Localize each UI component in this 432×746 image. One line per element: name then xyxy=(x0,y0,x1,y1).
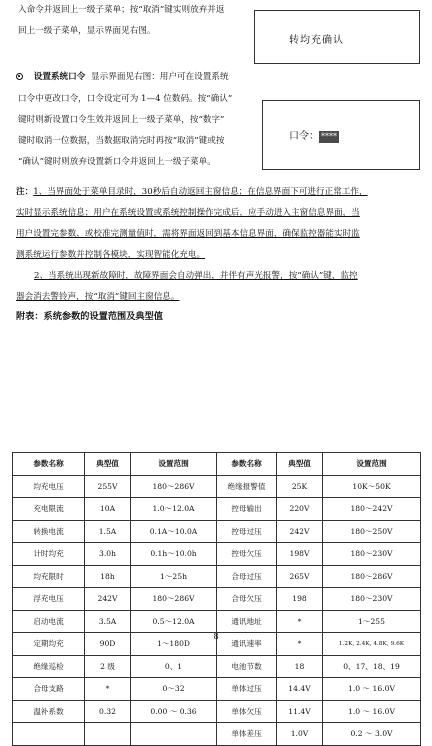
table-cell: 3.5A xyxy=(85,610,131,633)
table-cell: 计时均充 xyxy=(13,543,85,566)
table-cell: 25K xyxy=(277,475,323,498)
confirm-screen-text: 转均充确认 xyxy=(289,35,344,46)
note-1-line-3: 用户设置完参数、或校准完测量值时，需将界面返回到基本信息界面，确保监控器能实时监 xyxy=(16,229,360,239)
table-row xyxy=(13,723,421,746)
note-label: 注： xyxy=(16,187,34,197)
table-cell: 定期均充 xyxy=(13,633,85,656)
table-cell: 均充限时 xyxy=(13,565,85,588)
table-cell: * xyxy=(277,610,323,633)
table-cell: 单体过压 xyxy=(217,678,277,701)
table-cell: 180～286V xyxy=(131,475,217,498)
table-row xyxy=(13,610,421,633)
confirm-screen-box xyxy=(254,10,420,64)
table-cell: 通讯地址 xyxy=(217,610,277,633)
section2-title: 设置系统口令 xyxy=(33,72,86,82)
table-cell: 3.0h xyxy=(85,543,131,566)
table-cell: 启动电流 xyxy=(13,610,85,633)
table-cell: 转换电流 xyxy=(13,520,85,543)
table-cell: 14.4V xyxy=(277,678,323,701)
table-header: 典型值 xyxy=(85,453,131,476)
table-cell: 0.32 xyxy=(85,700,131,723)
note-1-line-1-text: 1、当界面处于菜单目录时，30秒后自动返回主窗信息；在信息界面下可进行正常工作， xyxy=(33,187,368,197)
appendix-title: 附表：系统参数的设置范围及典型值 xyxy=(16,311,163,322)
password-screen-box xyxy=(262,100,420,170)
table-cell: 242V xyxy=(85,588,131,611)
table-cell: 220V xyxy=(277,498,323,521)
table-row xyxy=(13,565,421,588)
note-1-line-1 xyxy=(16,182,368,203)
table-cell: 0.2 ～ 3.0V xyxy=(323,723,421,746)
table-cell: 0、17、18、19 xyxy=(323,655,421,678)
table-cell: 通讯速率 xyxy=(217,633,277,656)
table-cell: 1.5A xyxy=(85,520,131,543)
page-number: 8 xyxy=(213,632,219,641)
table-cell: 242V xyxy=(277,520,323,543)
table-cell: 180～230V xyxy=(323,543,421,566)
table-cell: 0、1 xyxy=(131,655,217,678)
table-cell: 90D xyxy=(85,633,131,656)
table-cell: 电池节数 xyxy=(217,655,277,678)
table-header-row xyxy=(13,453,421,476)
table-cell: 控母过压 xyxy=(217,520,277,543)
table-cell: 180～286V xyxy=(131,588,217,611)
table-cell: 浮充电压 xyxy=(13,588,85,611)
table-cell: 11.4V xyxy=(277,700,323,723)
table-cell: 0.1A～10.0A xyxy=(131,520,217,543)
table-cell: 180～242V xyxy=(323,498,421,521)
table-header: 典型值 xyxy=(277,453,323,476)
intro-line-2: 回上一级子菜单，显示界面见右图。 xyxy=(18,26,156,36)
table-cell xyxy=(85,723,131,746)
table-row xyxy=(13,655,421,678)
password-mask: **** xyxy=(321,131,337,141)
note-1-line-2: 实时显示系统信息；用户在系统设置或系统控制操作完成后，应手动进入主窗信息界面，当 xyxy=(16,208,360,218)
table-cell: 10K～50K xyxy=(323,475,421,498)
table-cell: 18h xyxy=(85,565,131,588)
table-cell: 180～250V xyxy=(323,520,421,543)
section2-line-4: 键时取消一位数据，当数据取消完时再按“取消”键或按 xyxy=(18,136,225,146)
table-row xyxy=(13,520,421,543)
intro-line-1: 入命令并返回上一级子菜单；按“取消”键实则放弃并返 xyxy=(18,5,225,15)
table-cell: 1～255 xyxy=(323,610,421,633)
section2-line-1 xyxy=(16,67,229,88)
table-cell: 合母支路 xyxy=(13,678,85,701)
table-cell: 2 级 xyxy=(85,655,131,678)
table-cell: 充电限流 xyxy=(13,498,85,521)
table-header: 参数名称 xyxy=(217,453,277,476)
table-cell: 合母过压 xyxy=(217,565,277,588)
note-2-line-1: 2、当系统出现新故障时，故障界面会自动弹出，并伴有声光报警，按“确认”键，监控 xyxy=(34,271,358,281)
section2-line-1-text: 显示界面见右图：用户可在设置系统 xyxy=(91,72,229,82)
table-cell: 单体欠压 xyxy=(217,700,277,723)
table-header: 参数名称 xyxy=(13,453,85,476)
table-cell: 1～180D xyxy=(131,633,217,656)
password-screen-content xyxy=(289,127,339,143)
table-cell: 1.0 ～ 16.0V xyxy=(323,678,421,701)
table-cell: 控母欠压 xyxy=(217,543,277,566)
section2-line-2: 口令中更改口令，口令设定可为 1—4 位数码。按“确认” xyxy=(18,94,233,104)
table-cell: 18 xyxy=(277,655,323,678)
table-row xyxy=(13,700,421,723)
table-cell: 255V xyxy=(85,475,131,498)
table-cell: 均充电压 xyxy=(13,475,85,498)
table-cell: 1.0～12.0A xyxy=(131,498,217,521)
table-header: 设置范围 xyxy=(131,453,217,476)
note-2-line-2: 器会消去警铃声，按“取消”键回主窗信息。 xyxy=(16,292,180,302)
table-cell: 1～25h xyxy=(131,565,217,588)
table-cell: 0.5～12.0A xyxy=(131,610,217,633)
table-cell: 1.0 ～ 16.0V xyxy=(323,700,421,723)
note-1-line-4: 测系统运行参数并控制各模块，实现智能化充电。 xyxy=(16,250,206,260)
table-cell: 198 xyxy=(277,588,323,611)
table-row xyxy=(13,475,421,498)
section2-line-5: “确认”键时则放弃设置新口令并返回上一级子菜单。 xyxy=(18,157,216,167)
table-row xyxy=(13,498,421,521)
table-cell: 合母欠压 xyxy=(217,588,277,611)
password-label: 口令： xyxy=(289,131,319,142)
table-cell xyxy=(13,723,85,746)
table-cell: 绝缘报警值 xyxy=(217,475,277,498)
table-cell: 温补系数 xyxy=(13,700,85,723)
table-cell: 198V xyxy=(277,543,323,566)
bullet-icon xyxy=(16,73,23,80)
table-cell: * xyxy=(277,633,323,656)
table-cell: 0.1h～10.0h xyxy=(131,543,217,566)
table-cell: 180～286V xyxy=(323,565,421,588)
table-cell: * xyxy=(85,678,131,701)
table-cell: 1.0V xyxy=(277,723,323,746)
table-cell: 0.00 ～ 0.36 xyxy=(131,700,217,723)
table-cell: 180～230V xyxy=(323,588,421,611)
table-header: 设置范围 xyxy=(323,453,421,476)
table-cell: 0～32 xyxy=(131,678,217,701)
table-row xyxy=(13,543,421,566)
table-cell: 10A xyxy=(85,498,131,521)
table-cell xyxy=(131,723,217,746)
table-row xyxy=(13,678,421,701)
table-cell: 控母输出 xyxy=(217,498,277,521)
table-cell: 265V xyxy=(277,565,323,588)
table-row xyxy=(13,588,421,611)
table-cell: 单体差压 xyxy=(217,723,277,746)
table-cell: 绝缘巡检 xyxy=(13,655,85,678)
parameter-table xyxy=(12,452,421,746)
section2-line-3: 键时则新设置口令生效并返回上一级子菜单，按“数字” xyxy=(18,115,225,125)
table-cell: 1.2K, 2.4K, 4.8K, 9.6K xyxy=(323,633,421,656)
